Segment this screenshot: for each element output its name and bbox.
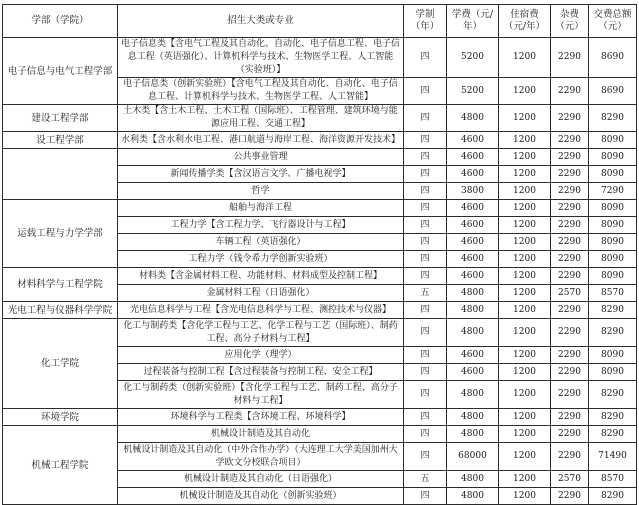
dept-cell: 运载工程与力学学部 — [3, 200, 118, 268]
tuition-cell: 5200 — [447, 38, 499, 78]
lodging-cell: 1200 — [499, 200, 551, 217]
lodging-cell: 1200 — [499, 217, 551, 234]
total-cell: 8090 — [589, 347, 637, 364]
misc-cell: 2290 — [551, 217, 589, 234]
years-cell: 四 — [404, 381, 447, 409]
total-cell: 8290 — [589, 302, 637, 319]
major-cell: 电子信息类（创新实验班）【含电气工程及其自动化、自动化、电子信息工程、计算机科学与技术、生物医学工程、人工智能】 — [118, 78, 404, 105]
header-major: 招生大类或专业 — [118, 5, 404, 38]
tuition-cell: 4600 — [447, 268, 499, 285]
major-cell: 车辆工程（英语强化） — [118, 234, 404, 251]
lodging-cell: 1200 — [499, 409, 551, 426]
misc-cell: 2290 — [551, 319, 589, 347]
header-years: 学制（年） — [404, 5, 447, 38]
major-cell: 化工与制药类（创新实验班）【含化学工程与工艺、制药工程、高分子材料与工程】 — [118, 381, 404, 409]
total-cell: 8570 — [589, 285, 637, 302]
lodging-cell: 1200 — [499, 364, 551, 381]
total-cell: 8090 — [589, 149, 637, 166]
lodging-cell: 1200 — [499, 132, 551, 149]
table-row — [3, 319, 637, 347]
years-cell: 四 — [404, 443, 447, 471]
misc-cell: 2290 — [551, 38, 589, 78]
misc-cell: 2290 — [551, 364, 589, 381]
lodging-cell: 1200 — [499, 78, 551, 105]
lodging-cell: 1200 — [499, 471, 551, 488]
table-row — [3, 132, 637, 149]
years-cell: 四 — [404, 78, 447, 105]
years-cell: 四 — [404, 132, 447, 149]
tuition-cell: 4600 — [447, 234, 499, 251]
tuition-cell: 4600 — [447, 364, 499, 381]
total-cell: 8290 — [589, 488, 637, 505]
lodging-cell: 1200 — [499, 268, 551, 285]
total-cell: 8090 — [589, 217, 637, 234]
header-dept: 学部（学院） — [3, 5, 118, 38]
tuition-cell: 4600 — [447, 149, 499, 166]
dept-cell: 设工程学部 — [3, 132, 118, 149]
misc-cell: 2290 — [551, 78, 589, 105]
lodging-cell: 1200 — [499, 302, 551, 319]
years-cell: 四 — [404, 409, 447, 426]
misc-cell: 2290 — [551, 409, 589, 426]
tuition-cell: 4600 — [447, 347, 499, 364]
misc-cell: 2290 — [551, 488, 589, 505]
total-cell: 8090 — [589, 132, 637, 149]
lodging-cell: 1200 — [499, 319, 551, 347]
major-cell: 金属材料工程（日语强化） — [118, 285, 404, 302]
major-cell: 环境科学与工程类【含环境工程、环境科学】 — [118, 409, 404, 426]
years-cell: 四 — [404, 488, 447, 505]
header-tuition: 学费（元/年） — [447, 5, 499, 38]
years-cell: 四 — [404, 166, 447, 183]
years-cell: 五 — [404, 285, 447, 302]
major-cell: 机械设计制造及其自动化（创新实验班） — [118, 488, 404, 505]
years-cell: 四 — [404, 426, 447, 443]
total-cell: 8290 — [589, 319, 637, 347]
tuition-cell: 4600 — [447, 251, 499, 268]
dept-cell: 环境学院 — [3, 409, 118, 426]
major-cell: 机械设计制造及其自动化 — [118, 426, 404, 443]
total-cell: 7290 — [589, 183, 637, 200]
misc-cell: 2570 — [551, 471, 589, 488]
major-cell: 水利类【含水利水电工程、港口航道与海岸工程、海洋资源开发技术】 — [118, 132, 404, 149]
major-cell: 机械设计制造及其自动化（中外合作办学）（大连理工大学美国加州大学欧文分校联合项目） — [118, 443, 404, 471]
tuition-cell: 4800 — [447, 488, 499, 505]
years-cell: 四 — [404, 183, 447, 200]
tuition-cell: 4800 — [447, 319, 499, 347]
lodging-cell: 1200 — [499, 105, 551, 132]
lodging-cell: 1200 — [499, 347, 551, 364]
years-cell: 四 — [404, 347, 447, 364]
major-cell: 土木类【含土木工程、土木工程（国际班）、工程管理、建筑环境与能源应用工程、交通工程】 — [118, 105, 404, 132]
major-cell: 新闻传播学类【含汉语言文学、广播电视学】 — [118, 166, 404, 183]
misc-cell: 2290 — [551, 302, 589, 319]
years-cell: 四 — [404, 234, 447, 251]
total-cell: 8090 — [589, 364, 637, 381]
total-cell: 8290 — [589, 426, 637, 443]
misc-cell: 2290 — [551, 426, 589, 443]
tuition-cell: 4600 — [447, 217, 499, 234]
dept-cell: 光电工程与仪器科学学院 — [3, 302, 118, 319]
misc-cell: 2570 — [551, 285, 589, 302]
table-row — [3, 409, 637, 426]
years-cell: 四 — [404, 149, 447, 166]
dept-cell: 化工学院 — [3, 319, 118, 409]
lodging-cell: 1200 — [499, 149, 551, 166]
lodging-cell: 1200 — [499, 183, 551, 200]
table-row — [3, 38, 637, 78]
years-cell: 四 — [404, 105, 447, 132]
table-row — [3, 149, 637, 166]
lodging-cell: 1200 — [499, 381, 551, 409]
major-cell: 过程装备与控制工程【含过程装备与控制工程、安全工程】 — [118, 364, 404, 381]
tuition-cell: 4600 — [447, 166, 499, 183]
tuition-cell: 4800 — [447, 409, 499, 426]
years-cell: 四 — [404, 251, 447, 268]
lodging-cell: 1200 — [499, 166, 551, 183]
tuition-cell: 5200 — [447, 78, 499, 105]
misc-cell: 2290 — [551, 200, 589, 217]
years-cell: 四 — [404, 302, 447, 319]
header-misc: 杂费（元） — [551, 5, 589, 38]
misc-cell: 2290 — [551, 149, 589, 166]
lodging-cell: 1200 — [499, 426, 551, 443]
misc-cell: 2290 — [551, 381, 589, 409]
tuition-cell: 4800 — [447, 105, 499, 132]
misc-cell: 2290 — [551, 132, 589, 149]
tuition-cell: 4600 — [447, 200, 499, 217]
major-cell: 哲学 — [118, 183, 404, 200]
tuition-cell: 4800 — [447, 285, 499, 302]
tuition-cell: 4800 — [447, 426, 499, 443]
misc-cell: 2290 — [551, 234, 589, 251]
major-cell: 工程力学（钱令希力学创新实验班） — [118, 251, 404, 268]
major-cell: 机械设计制造及其自动化（日语强化） — [118, 471, 404, 488]
tuition-cell: 4800 — [447, 471, 499, 488]
tuition-cell: 4600 — [447, 132, 499, 149]
dept-cell: 机械工程学院 — [3, 426, 118, 505]
lodging-cell: 1200 — [499, 285, 551, 302]
major-cell: 光电信息科学与工程【含光电信息科学与工程、测控技术与仪器】 — [118, 302, 404, 319]
total-cell: 8090 — [589, 200, 637, 217]
tuition-cell: 68000 — [447, 443, 499, 471]
years-cell: 四 — [404, 319, 447, 347]
lodging-cell: 1200 — [499, 234, 551, 251]
total-cell: 8690 — [589, 38, 637, 78]
tuition-cell: 4800 — [447, 381, 499, 409]
misc-cell: 2290 — [551, 183, 589, 200]
misc-cell: 2290 — [551, 105, 589, 132]
fee-table — [2, 4, 637, 505]
years-cell: 四 — [404, 200, 447, 217]
dept-cell: 建设工程学部 — [3, 105, 118, 132]
years-cell: 五 — [404, 471, 447, 488]
major-cell: 应用化学（理学） — [118, 347, 404, 364]
table-row — [3, 268, 637, 285]
major-cell: 公共事业管理 — [118, 149, 404, 166]
lodging-cell: 1200 — [499, 38, 551, 78]
misc-cell: 2290 — [551, 251, 589, 268]
misc-cell: 2290 — [551, 268, 589, 285]
years-cell: 四 — [404, 217, 447, 234]
total-cell: 8570 — [589, 471, 637, 488]
total-cell: 8290 — [589, 105, 637, 132]
header-row — [3, 5, 637, 38]
dept-cell: 电子信息与电气工程学部 — [3, 38, 118, 105]
table-row — [3, 426, 637, 443]
misc-cell: 2290 — [551, 166, 589, 183]
major-cell: 材料类【含金属材料工程、功能材料、材料成型及控制工程】 — [118, 268, 404, 285]
major-cell: 化工与制药类【含化学工程与工艺、化学工程与工艺（国际班）、制药工程、高分子材料与工程】 — [118, 319, 404, 347]
major-cell: 船舶与海洋工程 — [118, 200, 404, 217]
total-cell: 8290 — [589, 381, 637, 409]
years-cell: 四 — [404, 38, 447, 78]
table-row — [3, 200, 637, 217]
misc-cell: 2290 — [551, 347, 589, 364]
tuition-cell: 3800 — [447, 183, 499, 200]
tuition-cell: 4800 — [447, 302, 499, 319]
total-cell: 8290 — [589, 409, 637, 426]
lodging-cell: 1200 — [499, 251, 551, 268]
total-cell: 8090 — [589, 166, 637, 183]
total-cell: 8090 — [589, 268, 637, 285]
dept-cell: 材料科学与工程学院 — [3, 268, 118, 302]
total-cell: 8090 — [589, 251, 637, 268]
dept-cell — [3, 149, 118, 200]
header-total: 交费总额（元） — [589, 5, 637, 38]
total-cell: 8090 — [589, 234, 637, 251]
total-cell: 71490 — [589, 443, 637, 471]
years-cell: 四 — [404, 364, 447, 381]
total-cell: 8690 — [589, 78, 637, 105]
major-cell: 工程力学【含工程力学、飞行器设计与工程】 — [118, 217, 404, 234]
table-row — [3, 302, 637, 319]
lodging-cell: 1200 — [499, 488, 551, 505]
years-cell: 四 — [404, 268, 447, 285]
misc-cell: 2290 — [551, 443, 589, 471]
table-row — [3, 105, 637, 132]
major-cell: 电子信息类【含电气工程及其自动化、自动化、电子信息工程、电子信息工程（英语强化）、计算机科学与技术、生物医学工程、人工智能（实验班）】 — [118, 38, 404, 78]
lodging-cell: 1200 — [499, 443, 551, 471]
header-lodging: 住宿费（元/年） — [499, 5, 551, 38]
